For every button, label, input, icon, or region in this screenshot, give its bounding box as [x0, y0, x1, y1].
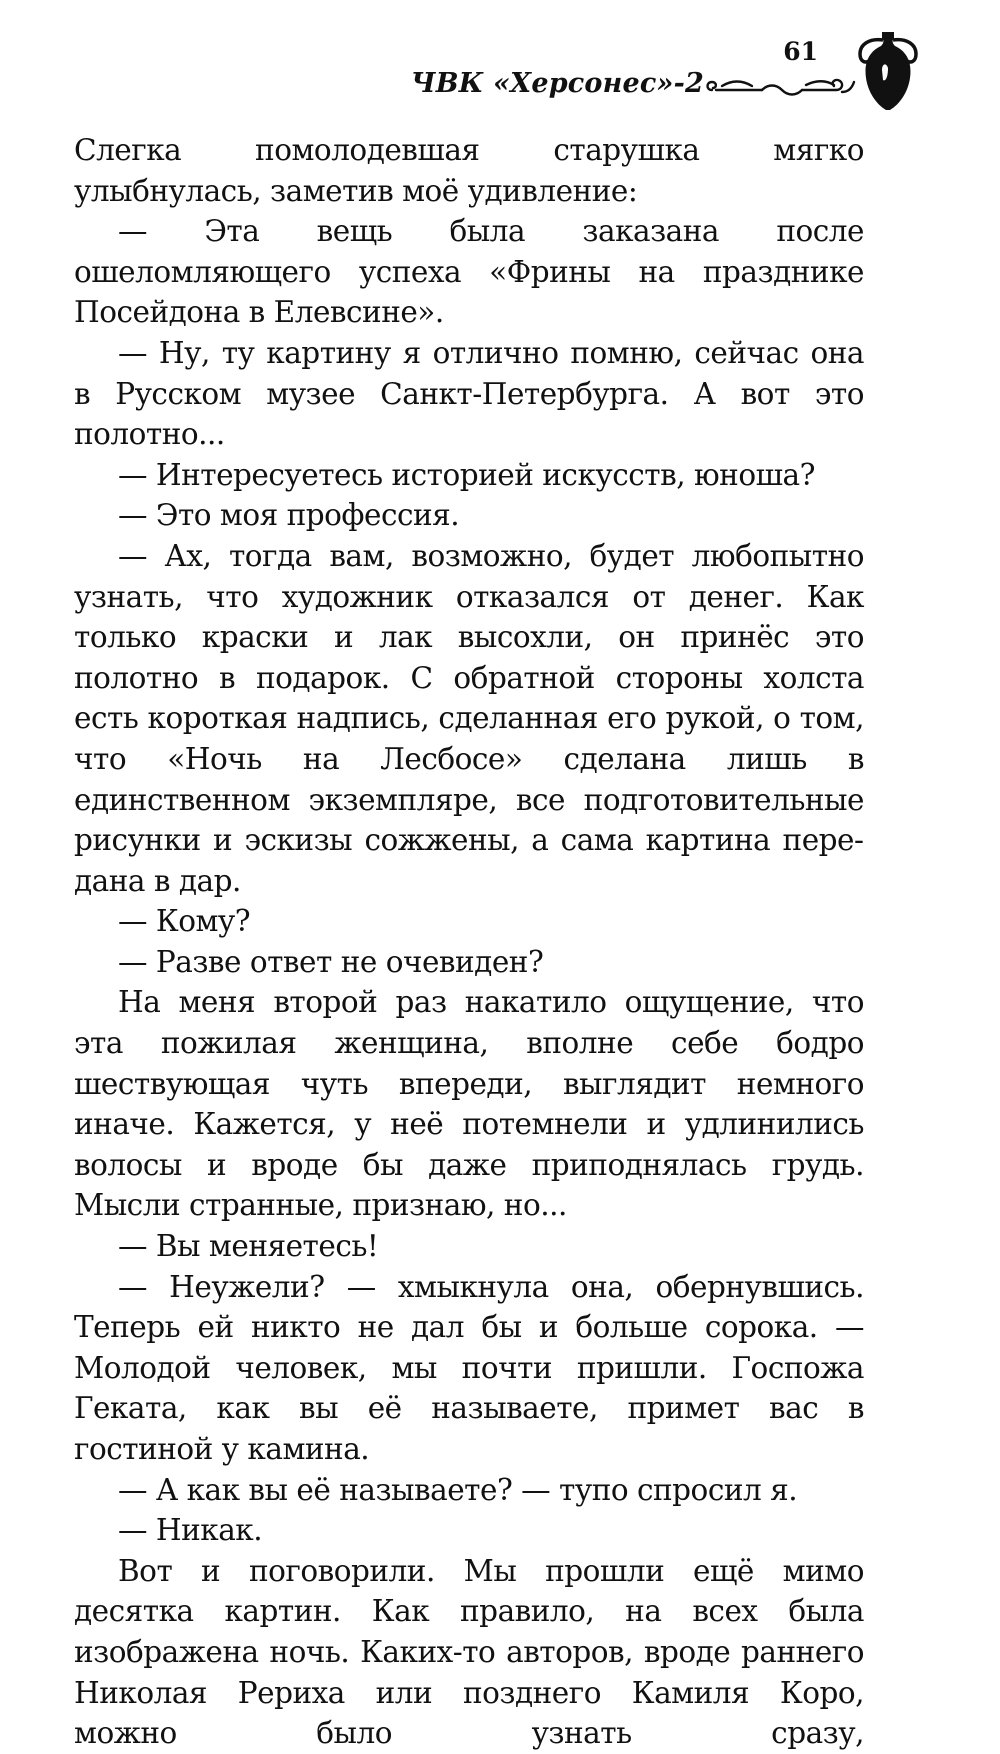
paragraph: — Вы меняетесь!: [118, 1229, 379, 1264]
page-number: 61: [783, 37, 818, 66]
paragraph: — Неужели? — хмыкнула она, обернувшись. Теперь ей никто не дал бы и больше сорока. — Молодой человек, мы почти пришли. Госпожа Геката, как вы её называете, примет вас в гостиной у камина.: [74, 1269, 864, 1466]
paragraph: — Кому?: [118, 904, 251, 939]
paragraph: — Разве ответ не очевиден?: [118, 944, 544, 979]
paragraph: — Интересуетесь историей искусств, юноша?: [118, 457, 815, 492]
paragraph: На меня второй раз накатило ощущение, что эта пожилая женщина, вполне себе бодро шествующая чуть впереди, выглядит немного иначе. Кажется, у неё потемнели и удлинились волосы и вроде бы даже приподнялась грудь. Мысли странные, признаю, но...: [74, 985, 864, 1223]
paragraph: — А как вы её называете? — тупо спросил я.: [118, 1472, 798, 1507]
amphora-icon: [852, 30, 922, 112]
paragraph: — Это моя профессия.: [118, 498, 460, 533]
main-text: [74, 130, 864, 1754]
paragraph: — Ну, ту картину я отлично помню, сейчас она в Русском музее Санкт-Петербурга. А вот это полотно...: [74, 335, 864, 452]
paragraph: Слегка помолодевшая старушка мягко улыбнулась, заметив моё удивление:: [74, 133, 864, 208]
paragraph: Вот и поговорили. Мы прошли ещё мимо десятка картин. Как правило, на всех была изображена ночь. Каких-то авторов, вроде раннего Николая Рериха или позднего Камиля Коро, можно было узнать сразу,: [74, 1553, 864, 1751]
running-title: ЧВК «Херсонес»-2: [410, 68, 704, 99]
paragraph: — Никак.: [118, 1513, 263, 1548]
page-header: [410, 30, 922, 110]
scroll-ornament-icon: [702, 70, 858, 100]
paragraph: — Эта вещь была заказана после ошеломляющего успеха «Фрины на празднике Посейдона в Елевсине».: [74, 214, 864, 330]
paragraph: — Ах, тогда вам, возможно, будет любопытно узнать, что художник отказался от денег. Как только краски и лак высохли, он принёс это полотно в подарок. С обратной стороны холста есть короткая надпись, сделанная его рукой, о том, что «Ночь на Лесбосе» сделана лишь в единственном экземпляре, все подготовительные рисунки и эскизы сожжены, а сама картина передана в дар.: [74, 538, 864, 898]
